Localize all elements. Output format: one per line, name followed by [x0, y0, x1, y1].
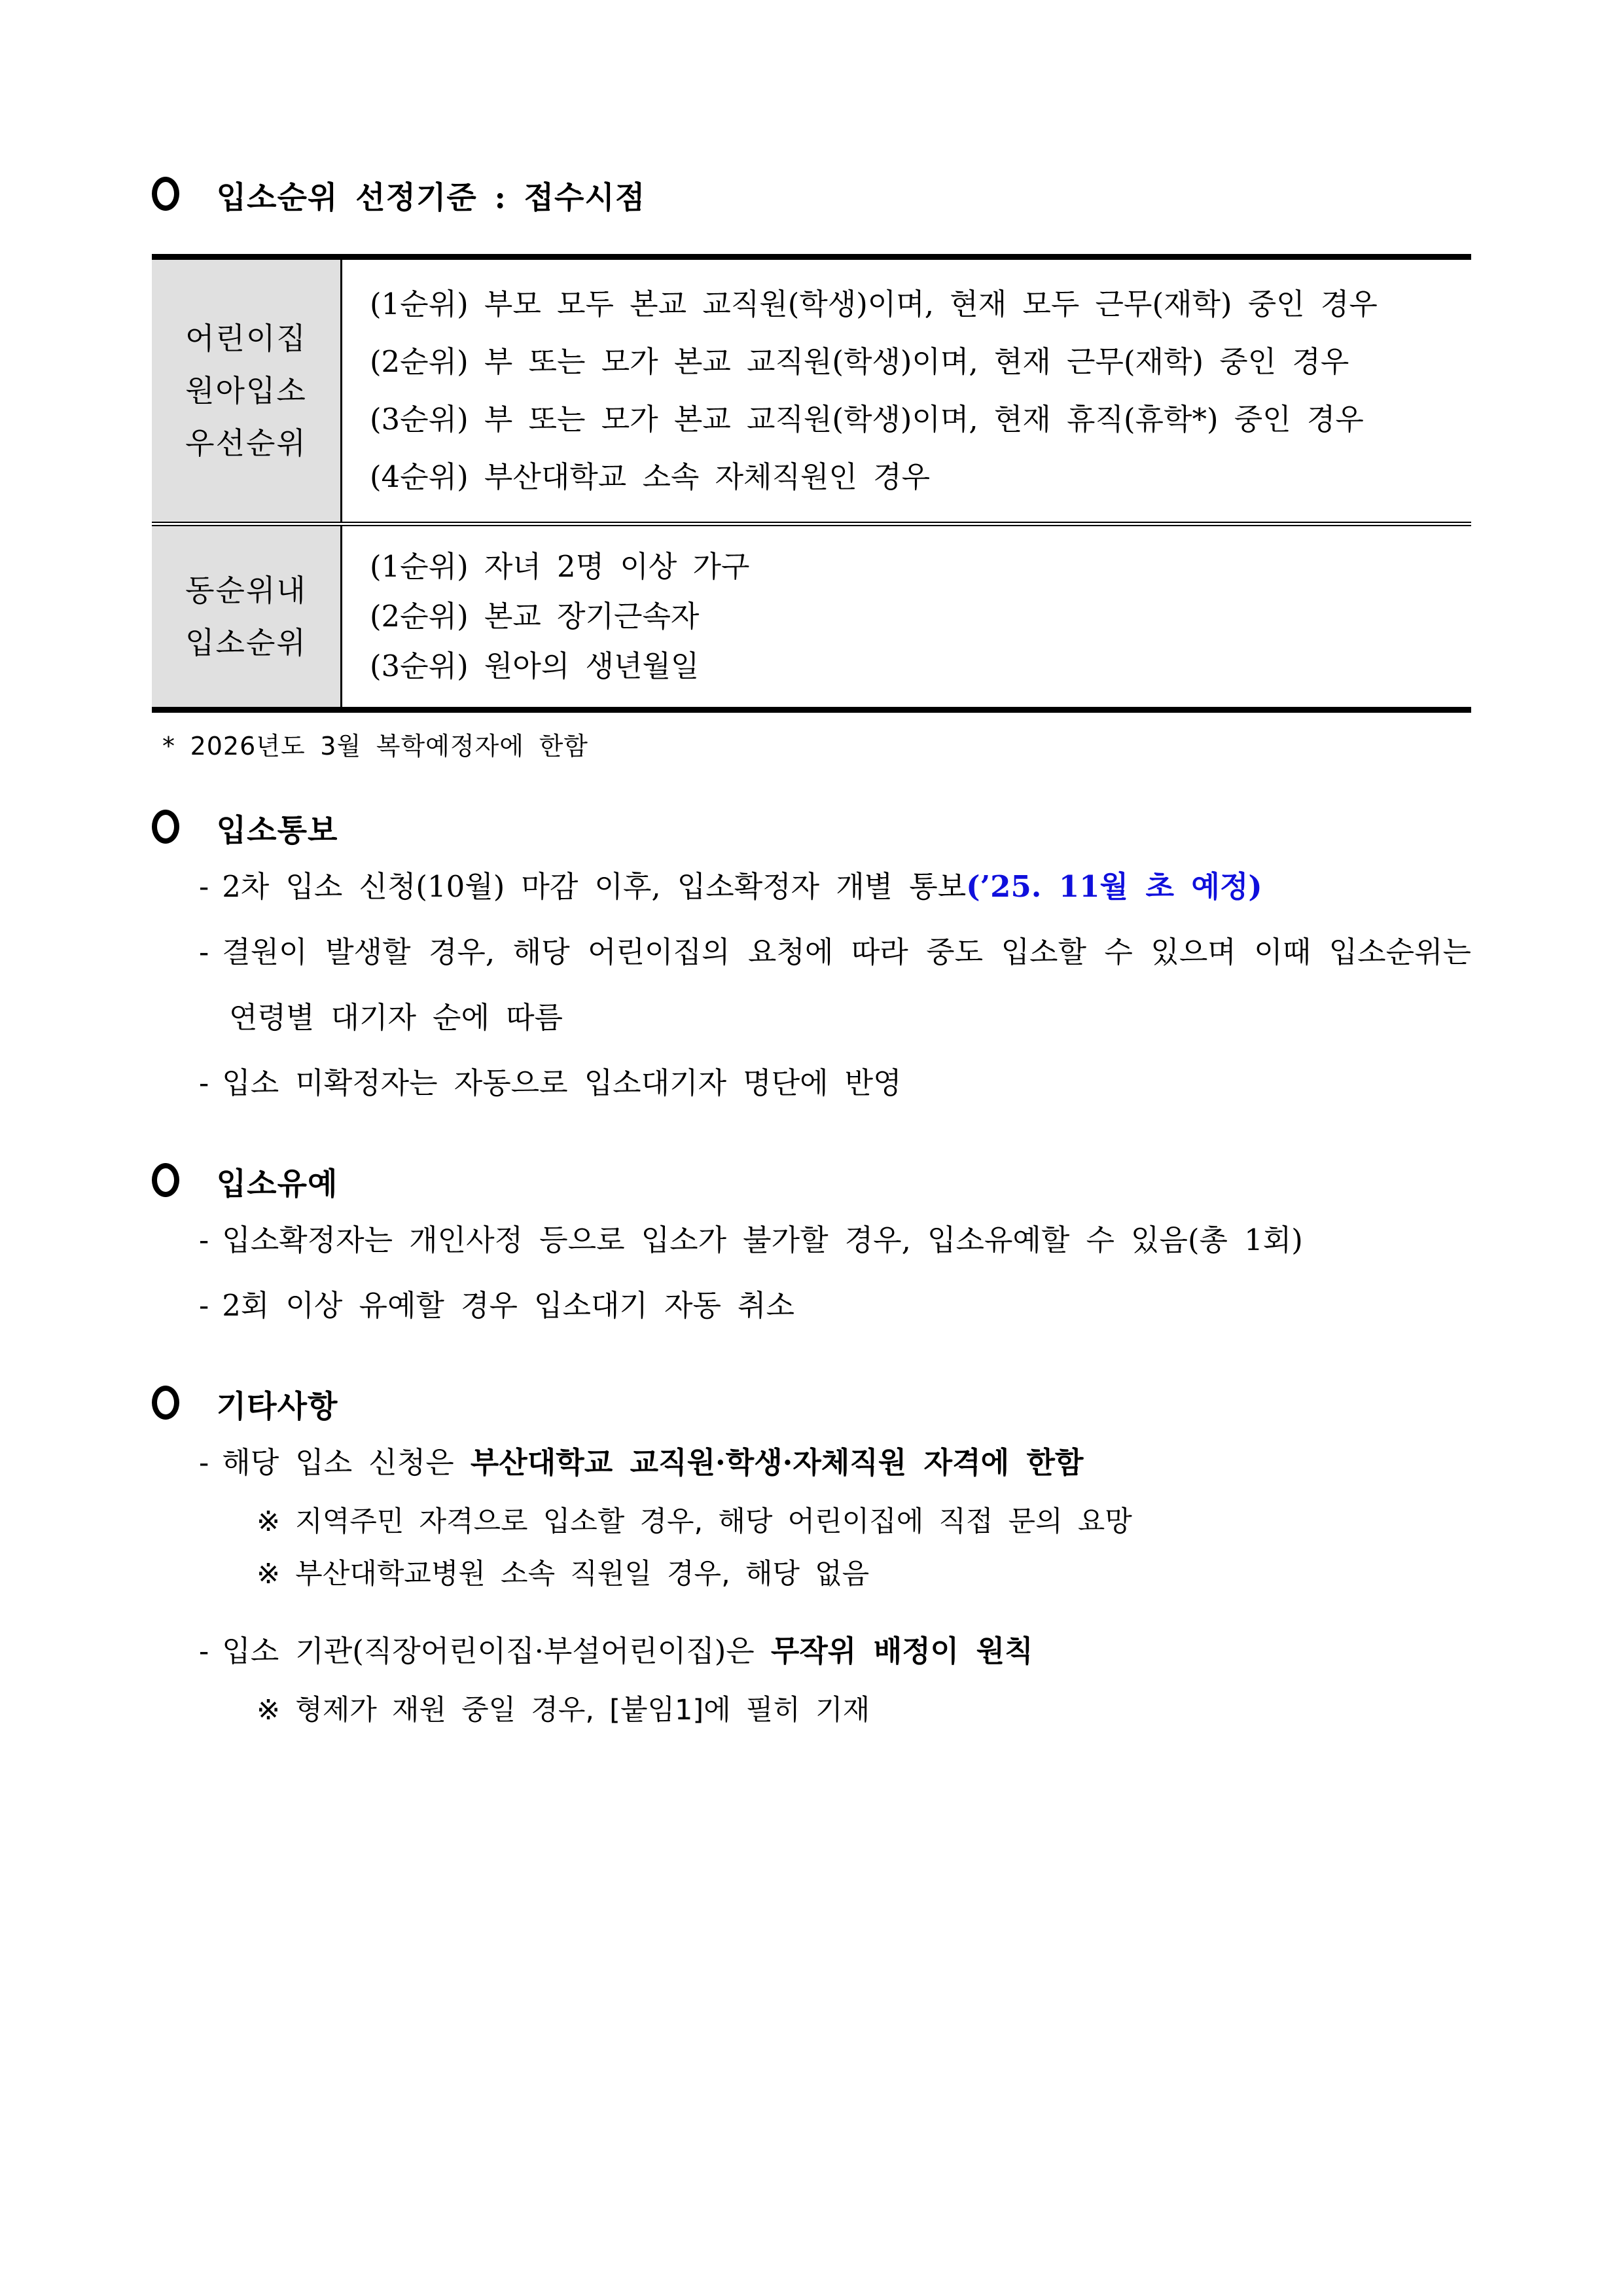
dash-icon: - — [199, 1445, 209, 1480]
bullet-bold-text: 부산대학교 교직원·학생·자체직원 자격에 한함 — [470, 1445, 1084, 1480]
table-footnote: * 2026년도 3월 복학예정자에 한함 — [162, 732, 588, 761]
bullet-text: 2회 이상 유예할 경우 입소대기 자동 취소 — [222, 1288, 794, 1323]
dash-icon: - — [199, 1066, 209, 1100]
section-etc — [152, 1384, 1471, 1736]
section-ranking-title: 입소순위 선정기준 : 접수시점 — [216, 180, 646, 216]
bullet-text: 2차 입소 신청(10월) 마감 이후, 입소확정자 개별 통보 — [222, 869, 967, 904]
section-ranking — [152, 175, 1471, 762]
section-deferral-heading — [152, 1162, 1471, 1208]
priority-item: (1순위) 부모 모두 본교 교직원(학생)이며, 현재 모두 근무(재학) 중인 경우 — [370, 287, 1378, 321]
section-bullet-icon — [152, 810, 179, 844]
bullet-deferral-1 — [199, 1208, 1471, 1273]
row-header-line: 동순위내 — [185, 573, 307, 608]
section-etc-title: 기타사항 — [216, 1389, 338, 1425]
priority-item: (2순위) 본교 장기근속자 — [370, 599, 700, 634]
dash-icon: - — [199, 869, 209, 904]
bullet-notice-2 — [199, 920, 1471, 1050]
dash-icon: - — [199, 1223, 209, 1257]
row-header-tie-break — [152, 526, 342, 707]
subnote-local-resident: ※ 지역주민 자격으로 입소할 경우, 해당 어린이집에 직접 문의 요망 — [257, 1505, 1132, 1538]
dash-icon: - — [199, 1288, 209, 1323]
section-deferral — [152, 1162, 1471, 1338]
row-cell-admission-priority — [342, 260, 1471, 522]
section-notice-title: 입소통보 — [216, 813, 338, 849]
section-notice-heading — [152, 808, 1471, 854]
subnote-sibling-enrolled: ※ 형제가 재원 중일 경우, [붙임1]에 필히 기재 — [257, 1694, 870, 1727]
table-row-tie-break — [152, 522, 1471, 707]
row-cell-tie-break — [342, 526, 1471, 707]
priority-item: (3순위) 부 또는 모가 본교 교직원(학생)이며, 현재 휴직(휴학*) 중인 경우 — [370, 402, 1364, 437]
row-header-line: 어린이집 — [185, 321, 307, 356]
bullet-notice-1 — [199, 854, 1471, 920]
priority-item: (2순위) 부 또는 모가 본교 교직원(학생)이며, 현재 근무(재학) 중인 경우 — [370, 344, 1349, 379]
priority-item: (1순위) 자녀 2명 이상 가구 — [370, 549, 750, 584]
priority-table — [152, 254, 1471, 713]
subnote-hospital-staff: ※ 부산대학교병원 소속 직원일 경우, 해당 없음 — [257, 1558, 870, 1590]
row-header-line: 우선순위 — [185, 425, 307, 461]
dash-icon: - — [199, 1634, 209, 1668]
section-bullet-icon — [152, 177, 179, 211]
section-etc-heading — [152, 1384, 1471, 1430]
row-header-line: 입소순위 — [185, 625, 307, 660]
bullet-text: 입소 미확정자는 자동으로 입소대기자 명단에 반영 — [222, 1066, 902, 1100]
section-ranking-heading — [152, 175, 1471, 221]
bullet-text: 해당 입소 신청은 — [222, 1445, 471, 1480]
section-bullet-icon — [152, 1386, 179, 1420]
bullet-highlight-blue: (’25. 11월 초 예정) — [966, 869, 1262, 904]
bullet-deferral-2 — [199, 1273, 1471, 1338]
section-deferral-title: 입소유예 — [216, 1166, 338, 1202]
table-row-admission-priority — [152, 260, 1471, 522]
section-notice — [152, 808, 1471, 1116]
bullet-notice-3 — [199, 1050, 1471, 1116]
bullet-etc-1 — [199, 1430, 1471, 1496]
bullet-etc-2 — [199, 1619, 1471, 1684]
priority-item: (3순위) 원아의 생년월일 — [370, 649, 700, 683]
section-bullet-icon — [152, 1163, 179, 1197]
bullet-text: 결원이 발생할 경우, 해당 어린이집의 요청에 따라 중도 입소할 수 있으며 이때 입소순위는 연령별 대기자 순에 따름 — [222, 935, 1471, 1035]
row-header-line: 원아입소 — [185, 373, 307, 408]
row-header-admission-priority — [152, 260, 342, 522]
bullet-bold-text: 무작위 배정이 원칙 — [770, 1634, 1033, 1668]
bullet-text: 입소 기관(직장어린이집·부설어린이집)은 — [222, 1634, 771, 1668]
priority-item: (4순위) 부산대학교 소속 자체직원인 경우 — [370, 459, 931, 494]
dash-icon: - — [199, 935, 209, 969]
bullet-text: 입소확정자는 개인사정 등으로 입소가 불가할 경우, 입소유예할 수 있음(총 1회) — [222, 1223, 1303, 1257]
